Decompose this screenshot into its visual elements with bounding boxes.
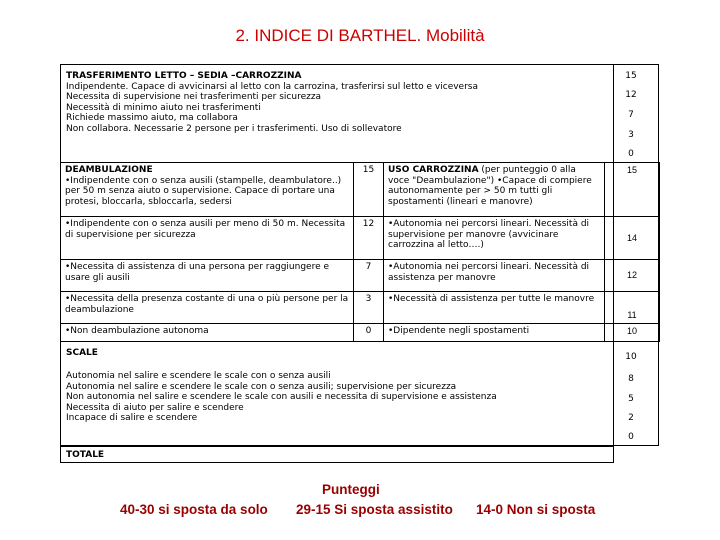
- scale-heading: SCALE: [66, 348, 98, 358]
- trasferimento-score: 7: [628, 110, 634, 120]
- trasferimento-line: Non collabora. Necessarie 2 persone per i trasferimenti. Uso di sollevatore: [66, 123, 402, 134]
- deambulazione-table: [60, 162, 660, 342]
- scale-line: Necessita di aiuto per salire e scendere: [66, 402, 244, 413]
- carrozzina-score: 14: [605, 217, 660, 260]
- carrozzina-cell: •Autonomia nei percorsi lineari. Necessità di supervisione per manovre (avvicinare carrozzina al letto….): [384, 217, 605, 260]
- deambulazione-text: •Indipendente con o senza ausili (stampelle, deambulatore..) per 50 m senza aiuto o supervisione. Capace di portare una protesi, bloccarla, sbloccarla, sedersi: [65, 175, 342, 207]
- legend-heading: Punteggi: [322, 482, 380, 497]
- deambulazione-score: 0: [354, 324, 384, 342]
- carrozzina-score: 10: [605, 324, 660, 342]
- scale-score: 2: [628, 413, 634, 423]
- table-row: [61, 217, 660, 260]
- trasferimento-line: Indipendente. Capace di avvicinarsi al letto con la carrozina, trasferirsi sul letto e viceversa: [66, 81, 479, 92]
- scale-line: Autonomia nel salire e scendere le scale con o senza ausili; supervisione per sicurezza: [66, 381, 457, 392]
- totale-bottom-border: [60, 462, 614, 463]
- page-title: 2. INDICE DI BARTHEL. Mobilità: [235, 26, 485, 45]
- carrozzina-score: 15: [605, 163, 660, 217]
- carrozzina-heading: USO CARROZZINA: [388, 165, 479, 175]
- deambulazione-score: 7: [354, 260, 384, 292]
- carrozzina-cell: •Necessità di assistenza per tutte le manovre: [384, 292, 605, 324]
- carrozzina-cell: [384, 163, 605, 217]
- table-row: [61, 260, 660, 292]
- trasferimento-section: [66, 71, 606, 135]
- trasferimento-score: 3: [628, 130, 634, 140]
- scale-score: 0: [628, 432, 634, 442]
- trasferimento-line: Richiede massimo aiuto, ma collabora: [66, 113, 238, 124]
- table-row: [61, 292, 660, 324]
- trasferimento-score: 12: [625, 90, 637, 100]
- totale-right-border: [613, 446, 614, 463]
- scale-score: 5: [628, 394, 634, 404]
- totale-top-border: [60, 446, 614, 447]
- scale-score: 10: [625, 352, 637, 362]
- totale-label: TOTALE: [66, 450, 105, 460]
- carrozzina-cell: •Dipendente negli spostamenti: [384, 324, 605, 342]
- deambulazione-heading: DEAMBULAZIONE: [65, 165, 153, 175]
- deambulazione-cell: •Necessita della presenza costante di una o più persone per la deambulazione: [61, 292, 354, 324]
- deambulazione-cell: •Non deambulazione autonoma: [61, 324, 354, 342]
- totale-left-border: [60, 446, 61, 463]
- carrozzina-cell: •Autonomia nei percorsi lineari. Necessità di assistenza per manovre: [384, 260, 605, 292]
- deambulazione-cell: •Indipendente con o senza ausili per meno di 50 m. Necessita di supervisione per sicurezza: [61, 217, 354, 260]
- deambulazione-score: 12: [354, 217, 384, 260]
- trasferimento-score: 15: [625, 71, 637, 81]
- carrozzina-score: 12: [605, 260, 660, 292]
- carrozzina-text: (per punteggio 0 alla voce "Deambulazione") •Capace di compiere autonomamente per > 50 m tutti gli spostamenti (lineari e manovre): [388, 165, 592, 207]
- legend-item: 14-0 Non si sposta: [476, 502, 596, 517]
- carrozzina-score: 11: [605, 292, 660, 324]
- table-row: [61, 163, 660, 217]
- trasferimento-score: 0: [628, 149, 634, 159]
- trasferimento-heading: TRASFERIMENTO LETTO – SEDIA –CARROZZINA: [66, 71, 302, 81]
- legend-item: 40-30 si sposta da solo: [120, 502, 268, 517]
- deambulazione-cell: [61, 163, 354, 217]
- trasferimento-line: Necessità di minimo aiuto nei trasferimenti: [66, 102, 261, 113]
- scale-section: [66, 371, 606, 424]
- trasferimento-line: Necessita di supervisione nei trasferimenti per sicurezza: [66, 92, 322, 103]
- deambulazione-score: 3: [354, 292, 384, 324]
- table-row: [61, 324, 660, 342]
- scale-score: 8: [628, 374, 634, 384]
- scale-line: Autonomia nel salire e scendere le scale con o senza ausili: [66, 371, 331, 381]
- scale-line: Incapace di salire e scendere: [66, 413, 198, 424]
- legend-item: 29-15 Si sposta assistito: [296, 502, 453, 517]
- scale-line: Non autonomia nel salire e scendere le scale con ausili e necessita di supervisione e assistenza: [66, 392, 497, 403]
- deambulazione-cell: •Necessita di assistenza di una persona per raggiungere e usare gli ausili: [61, 260, 354, 292]
- deambulazione-score: 15: [354, 163, 384, 217]
